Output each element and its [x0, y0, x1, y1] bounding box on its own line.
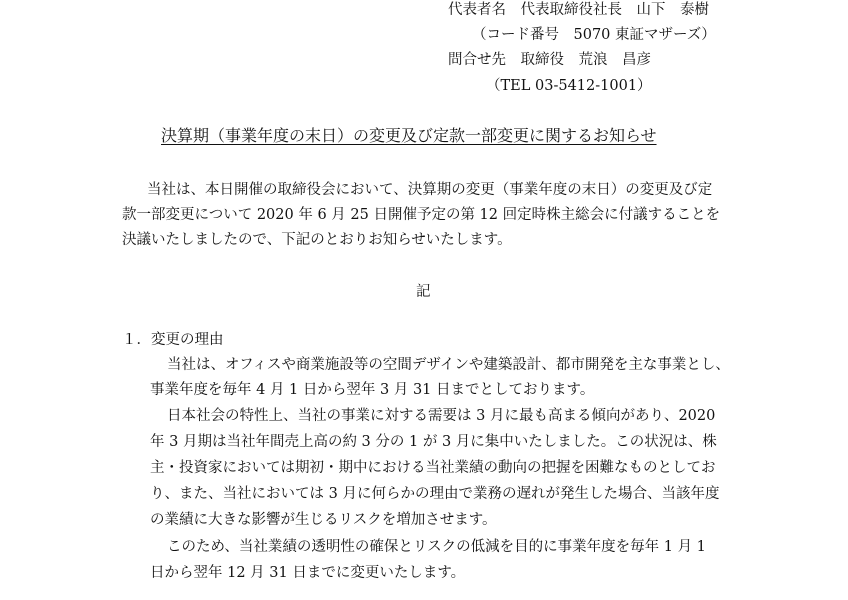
section-line: 日から翌年 12 月 31 日までに変更いたします。 — [150, 565, 466, 581]
section-line: 当社は、オフィスや商業施設等の空間デザインや建築設計、都市開発を主な事業とし、 — [167, 357, 730, 373]
tel-line: （TEL 03-5412-1001） — [486, 78, 652, 94]
section-line: 事業年度を毎年 4 月 1 日から翌年 3 月 31 日までとしております。 — [150, 382, 595, 398]
ki-heading: 記 — [416, 284, 431, 300]
section-line: 日本社会の特性上、当社の事業に対する需要は 3 月に最も高まる傾向があり、2020 — [167, 408, 716, 424]
section-line: の業績に大きな影響が生じるリスクを増加させます。 — [150, 512, 497, 528]
contact-line: 問合せ先 取締役 荒浪 昌彦 — [448, 52, 651, 68]
section-line: このため、当社業績の透明性の確保とリスクの低減を目的に事業年度を毎年 1 月 1 — [167, 539, 706, 555]
intro-line: 款一部変更について 2020 年 6 月 25 日開催予定の第 12 回定時株主総会に付議することを — [122, 207, 721, 223]
representative-line: 代表者名 代表取締役社長 山下 泰樹 — [448, 2, 709, 18]
intro-line: 決議いたしましたので、下記のとおりお知らせいたします。 — [122, 232, 512, 248]
section-line: 年 3 月期は当社年間売上高の約 3 分の 1 が 3 月に集中いたしました。この状況は、株 — [150, 434, 717, 450]
document-title: 決算期（事業年度の末日）の変更及び定款一部変更に関するお知らせ — [161, 126, 657, 145]
intro-line: 当社は、本日開催の取締役会において、決算期の変更（事業年度の末日）の変更及び定 — [147, 182, 713, 198]
stock-code-line: （コード番号 5070 東証マザーズ） — [472, 27, 716, 43]
section-line: 主・投資家においては期初・期中における当社業績の動向の把握を困難なものとしてお — [150, 460, 716, 476]
section-line: り、また、当社においては 3 月に何らかの理由で業務の遅れが発生した場合、当該年度 — [150, 486, 720, 502]
section-heading: １．変更の理由 — [122, 332, 224, 348]
